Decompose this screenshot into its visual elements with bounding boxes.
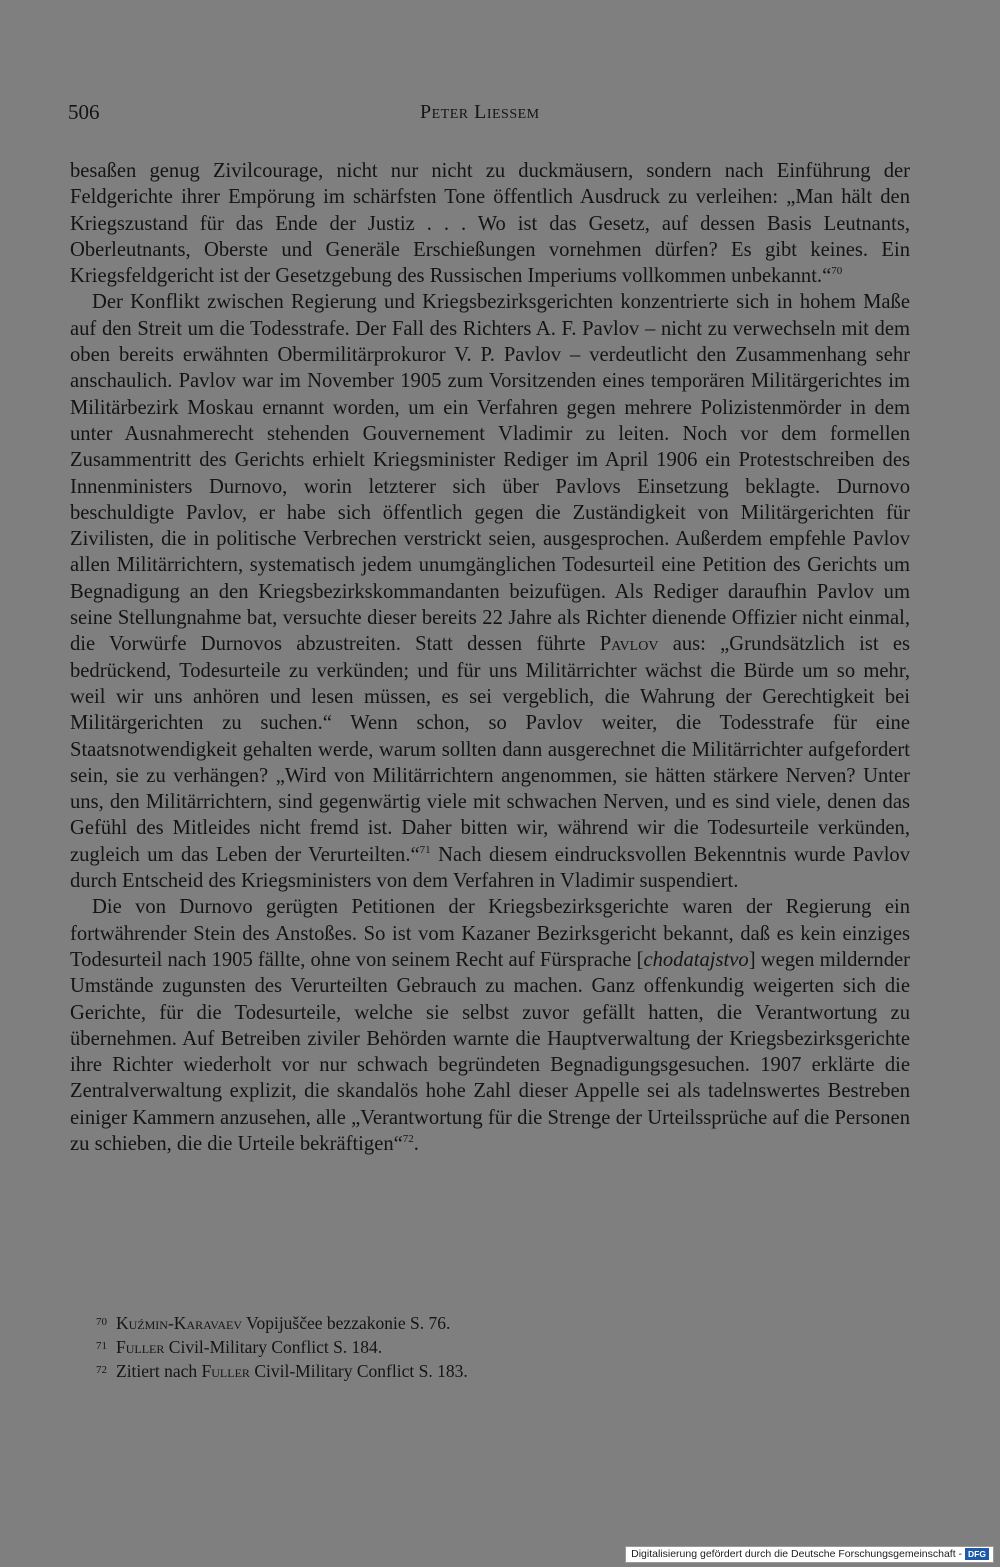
footnote-citation: Civil-Military Conflict S. 183. (249, 1361, 468, 1381)
funding-banner-text: Digitalisierung gefördert durch die Deutsche Forschungsgemeinschaft - (631, 1548, 963, 1560)
footnote-number: 72 (96, 1364, 107, 1376)
page-number: 506 (68, 100, 100, 124)
footnote-ref-71: 71 (419, 843, 431, 856)
body-text (70, 158, 910, 1157)
paragraph-3-rest: ] wegen mildernder Umstände zugunsten des Verurteilten Gebrauch zu machen. Ganz offenkundig weigerten sich die Gerichte, für die Todesurteile, welche sie selbst zuvor gefällt hatten, die Verantwortung zu übernehmen. Auf Betreiben ziviler Behörden warnte die Hauptverwaltung der Kriegsbezirksgerichte ihre Richter wiederholt vor nur schwach begründeten Begnadigungsgesuchen. 1907 erklärte die Zentralverwaltung explizit, die skandalös hohe Zahl dieser Appelle sei als tadelnswertes Bestreben einiger Kammern anzusehen, alle „Verantwortung für die Strenge der Urteilssprüche auf die Personen zu schieben, die die Urteile bekräftigen“ (70, 948, 910, 1155)
footnote-72 (96, 1361, 876, 1385)
footnote-number: 71 (96, 1340, 107, 1352)
footnotes (96, 1313, 876, 1385)
footnote-text (116, 1361, 468, 1382)
paragraph-3-end: . (413, 1132, 419, 1155)
author-name-pavlov: Pavlov (599, 633, 659, 656)
footnote-ref-70: 70 (831, 265, 843, 278)
footnote-citation: Vopijuščee bezzakonie S. 76. (242, 1313, 451, 1333)
paragraph-2-quote: aus: „Grundsätzlich ist es bedrückend, Todesurteile zu verkünden; und für uns Militärrichter wächst die Bürde um so mehr, weil wir uns anhören und lesen müssen, es sei vergeblich, die Wahrung der Gerechtigkeit bei Militärgerichten zu suchen.“ Wenn schon, so Pavlov weiter, die Todesstrafe für eine Staatsnotwendigkeit gehalten werde, warum sollten dann ausgerechnet die Militärrichter aufgefordert sein, sie zu verhängen? „Wird von Militärrichtern angenommen, sie hätten stärkere Nerven? Unter uns, den Militärrichtern, sind gegenwärtig viele mit schwachen Nerven, und es sind viele, denen das Gefühl des Mitleides nicht fremd ist. Daher bitten wir, während wir die Todesurteile verkünden, zugleich um das Leben der Verurteilten.“ (70, 633, 910, 866)
funding-banner (625, 1546, 994, 1563)
footnote-text (116, 1337, 382, 1358)
footnote-prefix: Zitiert nach (116, 1361, 202, 1381)
dfg-logo-icon: DFG (965, 1548, 989, 1560)
footnote-text (116, 1313, 450, 1334)
footnote-70 (96, 1313, 876, 1337)
russian-term: chodatajstvo (643, 948, 749, 971)
footnote-citation: Civil-Military Conflict S. 184. (164, 1337, 383, 1357)
paragraph-3 (70, 894, 910, 1157)
footnote-author: Fuller (116, 1337, 165, 1357)
footnote-ref-72: 72 (402, 1132, 414, 1145)
footnote-author: Fuller (201, 1361, 250, 1381)
footnote-author: Kuźmin-Karavaev (116, 1313, 243, 1333)
paragraph-2 (70, 289, 910, 894)
paragraph-1 (70, 158, 910, 289)
footnote-71 (96, 1337, 876, 1361)
paragraph-2-end: Nach diesem eindrucksvollen Bekenntnis wurde Pavlov durch Entscheid des Kriegsministers von dem Verfahren in Vladimir suspendiert. (70, 843, 911, 893)
paragraph-3-text: Die von Durnovo gerügten Petitionen der Kriegsbezirksgerichte waren der Regierung ein fortwährender Stein des Anstoßes. So ist vom Kazaner Bezirksgericht bekannt, daß es kein einziges Todesurteil nach 1905 fällte, ohne von seinem Recht auf Fürsprache [ (70, 896, 910, 971)
paragraph-1-text: besaßen genug Zivilcourage, nicht nur nicht zu duckmäusern, sondern nach Einführung der Feldgerichte ihrer Empörung im schärfsten Tone öffentlich Ausdruck zu verleihen: „Man hält den Kriegszustand für das Ende der Justiz . . . Wo ist das Gesetz, auf dessen Basis Leutnants, Oberleutnants, Oberste und Generäle Erschießungen vornehmen dürfen? Es gibt keines. Ein Kriegsfeldgericht ist der Gesetzgebung des Russischen Imperiums vollkommen unbekannt.“ (70, 160, 910, 288)
running-head: Peter Liessem (420, 101, 540, 123)
paragraph-2-text: Der Konflikt zwischen Regierung und Kriegsbezirksgerichten konzentrierte sich in hohem Maße auf den Streit um die Todesstrafe. Der Fall des Richters A. F. Pavlov – nicht zu verwechseln mit dem oben bereits erwähnten Obermilitärprokuror V. P. Pavlov – verdeutlicht den Zusammenhang sehr anschaulich. Pavlov war im November 1905 zum Vorsitzenden eines temporären Militärgerichtes im Militärbezirk Moskau ernannt worden, um ein Verfahren gegen mehrere Polizistenmörder in dem unter Ausnahmerecht stehenden Gouvernement Vladimir zu leiten. Noch vor dem formellen Zusammentritt des Gerichts erhielt Kriegsminister Rediger im April 1906 ein Protestschreiben des Innenministers Durnovo, worin letzterer sich über Pavlovs Einsetzung beklagte. Durnovo beschuldigte Pavlov, er habe sich öffentlich gegen die Zuständigkeit von Militärgerichten für Zivilisten, die in politische Verbrechen verstrickt seien, ausgesprochen. Außerdem empfehle Pavlov allen Militärrichtern, systematisch jedem unumgänglichen Todesurteil eine Petition des Gerichts um Begnadigung an den Kriegsbezirkskommandanten beizufügen. Als Rediger daraufhin Pavlov um seine Stellungnahme bat, versuchte dieser bereits 22 Jahre als Richter dienende Offizier nicht einmal, die Vorwürfe Durnovos abzustreiten. Statt dessen führte (70, 291, 910, 656)
footnote-number: 70 (96, 1316, 107, 1328)
